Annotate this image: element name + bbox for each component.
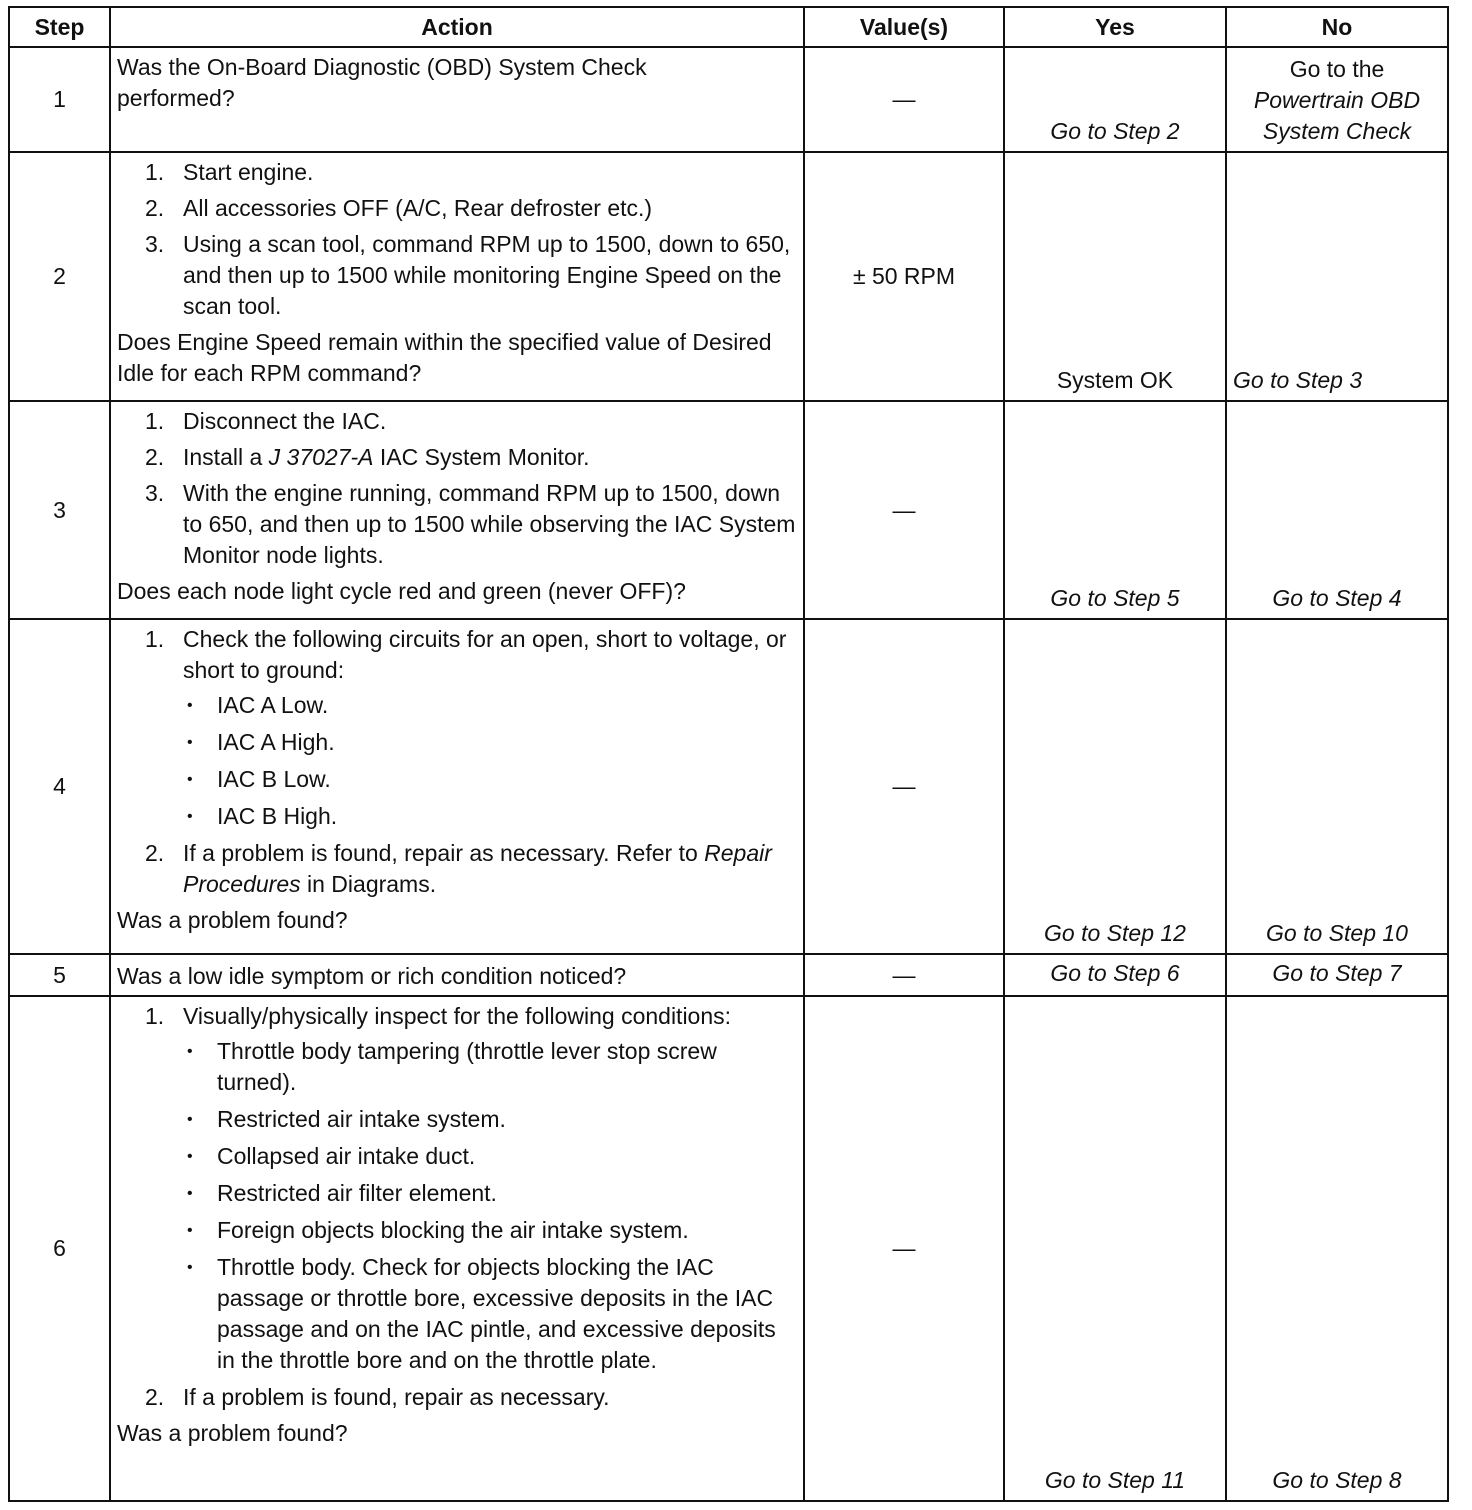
step-number: 5 xyxy=(9,954,110,996)
action-question: Was the On-Board Diagnostic (OBD) System Check performed? xyxy=(117,54,647,111)
tool-reference: J 37027-A xyxy=(268,444,374,470)
action-cell xyxy=(110,954,804,996)
yes-cell: System OK xyxy=(1004,152,1226,401)
action-step: 1. Check the following circuits for an open, short to voltage, or short to ground: • IAC A Low. • IAC A High. • IAC B Low. • IAC B High. xyxy=(183,624,797,832)
list-item: • IAC A High. xyxy=(217,727,797,758)
header-step: Step xyxy=(9,7,110,47)
no-cell: Go to Step 8 xyxy=(1226,996,1448,1501)
value-cell: — xyxy=(804,996,1004,1501)
action-steps xyxy=(117,157,797,322)
list-item: • Foreign objects blocking the air intake system. xyxy=(217,1215,797,1246)
circuit-list xyxy=(183,690,797,832)
action-step: 1. Disconnect the IAC. xyxy=(145,408,387,434)
list-item: • Throttle body. Check for objects blocking the IAC passage or throttle bore, excessive deposits in the IAC passage and on the IAC pintle, and excessive deposits in the throttle bore and on the throttle plate. xyxy=(217,1252,797,1376)
value-cell: ± 50 RPM xyxy=(804,152,1004,401)
action-cell xyxy=(110,401,804,619)
list-item: • Restricted air intake system. xyxy=(217,1104,797,1135)
step-number: 6 xyxy=(9,996,110,1501)
header-row xyxy=(9,7,1448,47)
table-row xyxy=(9,954,1448,996)
value-cell: — xyxy=(804,619,1004,954)
action-step: 2. All accessories OFF (A/C, Rear defroster etc.) xyxy=(145,195,653,221)
no-cell: Go to Step 7 xyxy=(1226,954,1448,996)
header-no: No xyxy=(1226,7,1448,47)
action-cell xyxy=(110,619,804,954)
action-step: 3. With the engine running, command RPM up to 1500, down to 650, and then up to 1500 while observing the IAC System Monitor node lights. xyxy=(145,480,796,568)
action-cell xyxy=(110,152,804,401)
action-question: Was a problem found? xyxy=(117,907,348,933)
header-yes: Yes xyxy=(1004,7,1226,47)
table-row xyxy=(9,619,1448,954)
value-cell: — xyxy=(804,954,1004,996)
list-item: • IAC A Low. xyxy=(217,690,797,721)
table-row xyxy=(9,401,1448,619)
action-step: 2. If a problem is found, repair as necessary. xyxy=(145,1384,610,1410)
list-item: • Throttle body tampering (throttle lever stop screw turned). xyxy=(217,1036,797,1098)
yes-cell: Go to Step 11 xyxy=(1004,996,1226,1501)
action-question: Was a low idle symptom or rich condition noticed? xyxy=(117,962,627,989)
list-item: • Collapsed air intake duct. xyxy=(217,1141,797,1172)
action-step: 2. Install a J 37027-A IAC System Monitor. xyxy=(145,444,590,470)
table-row xyxy=(9,47,1448,152)
no-cell: Go to Step 4 xyxy=(1226,401,1448,619)
action-question: Does each node light cycle red and green (never OFF)? xyxy=(117,578,686,604)
no-cell-line1: Go to the xyxy=(1289,56,1385,82)
step-number: 4 xyxy=(9,619,110,954)
action-question: Was a problem found? xyxy=(117,1420,348,1446)
value-cell: — xyxy=(804,401,1004,619)
condition-list xyxy=(183,1036,797,1376)
list-item: • IAC B High. xyxy=(217,801,797,832)
action-steps xyxy=(117,1001,797,1413)
list-item: • Restricted air filter element. xyxy=(217,1178,797,1209)
action-step: 1. Visually/physically inspect for the following conditions: • Throttle body tampering (throttle lever stop screw turned). • Restricted air intake system. • Collapsed air intake duct. • Restricted air filter element. • Foreign objects blocking the air intake system. • Throttle body. Check for objects blocking the IAC passage or throttle bore, excessive deposits in the IAC passage and on the IAC pintle, and excessive deposits in the throttle bore and on the throttle plate. xyxy=(183,1001,797,1376)
step-number: 1 xyxy=(9,47,110,152)
action-cell xyxy=(110,47,804,152)
yes-cell: Go to Step 12 xyxy=(1004,619,1226,954)
yes-cell: Go to Step 5 xyxy=(1004,401,1226,619)
step-number: 2 xyxy=(9,152,110,401)
no-cell xyxy=(1226,47,1448,152)
list-item: • IAC B Low. xyxy=(217,764,797,795)
action-steps xyxy=(117,406,797,571)
doc-reference: Repair Procedures xyxy=(183,840,772,897)
header-values: Value(s) xyxy=(804,7,1004,47)
action-steps xyxy=(117,624,797,900)
table-row xyxy=(9,152,1448,401)
yes-cell: Go to Step 6 xyxy=(1004,954,1226,996)
action-step: 1. Start engine. xyxy=(145,159,314,185)
action-question: Does Engine Speed remain within the specified value of Desired Idle for each RPM command? xyxy=(117,329,772,386)
diagnostic-table xyxy=(8,6,1449,1502)
step-number: 3 xyxy=(9,401,110,619)
table-row xyxy=(9,996,1448,1501)
yes-cell: Go to Step 2 xyxy=(1004,47,1226,152)
action-step: 3. Using a scan tool, command RPM up to 1500, down to 650, and then up to 1500 while monitoring Engine Speed on the scan tool. xyxy=(145,231,791,319)
action-cell xyxy=(110,996,804,1501)
no-cell-line2: Powertrain OBD System Check xyxy=(1253,87,1421,144)
header-action: Action xyxy=(110,7,804,47)
no-cell: Go to Step 10 xyxy=(1226,619,1448,954)
action-step: 2. If a problem is found, repair as necessary. Refer to Repair Procedures in Diagrams. xyxy=(145,840,772,897)
no-cell: Go to Step 3 xyxy=(1226,152,1448,401)
value-cell: — xyxy=(804,47,1004,152)
